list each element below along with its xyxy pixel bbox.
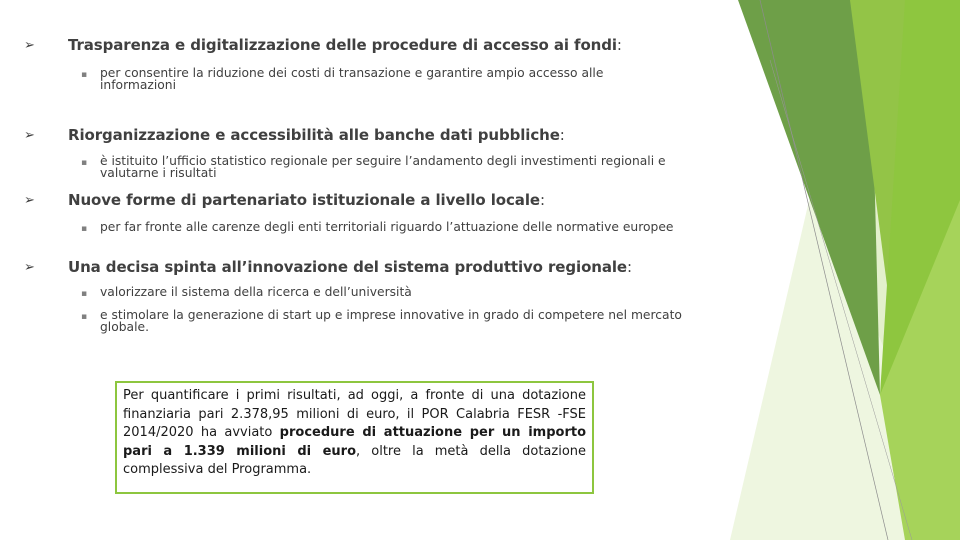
sub-item-data-access: è istituito l’ufficio statistico regionale per seguire l’andamento degli investimenti regionali e valutarne i risultati <box>100 154 666 180</box>
sub-item-partnership: per far fronte alle carenze degli enti territoriali riguardo l’attuazione delle normative europee <box>100 220 674 234</box>
heading-innovation: Una decisa spinta all’innovazione del sistema produttivo regionale: <box>68 258 632 276</box>
sub-item-research: valorizzare il sistema della ricerca e dell’università <box>100 285 412 299</box>
square-bullet-icon: ▪ <box>81 224 88 234</box>
sub-item-transparency: per consentire la riduzione dei costi di transazione e garantire ampio accesso alle informazioni <box>100 66 604 92</box>
heading-transparency: Trasparenza e digitalizzazione delle procedure di accesso ai fondi: <box>68 36 622 54</box>
arrow-bullet-icon: ➢ <box>24 193 35 208</box>
summary-text-2: , oltre la metà della dotazione complessiva del Programma. <box>123 443 587 477</box>
square-bullet-icon: ▪ <box>81 289 88 299</box>
heading-partnership: Nuove forme di partenariato istituzionale a livello locale: <box>68 191 545 209</box>
sub-item-startups: e stimolare la generazione di start up e imprese innovative in grado di competere nel mercato globale. <box>100 308 682 334</box>
summary-box <box>115 381 594 494</box>
square-bullet-icon: ▪ <box>81 70 88 80</box>
heading-data-access: Riorganizzazione e accessibilità alle banche dati pubbliche: <box>68 126 565 144</box>
square-bullet-icon: ▪ <box>81 158 88 168</box>
arrow-bullet-icon: ➢ <box>24 128 35 143</box>
summary-text-1: Per quantificare i primi risultati, ad oggi, a fronte di una dotazione finanziaria pari 2.378,95 milioni di euro, il POR Calabria FESR -FSE 2014/2020 ha avviato <box>123 388 586 440</box>
arrow-bullet-icon: ➢ <box>24 260 35 275</box>
square-bullet-icon: ▪ <box>81 312 88 322</box>
summary-text-highlight: procedure di attuazione per un importo pari a 1.339 milioni di euro <box>123 425 586 459</box>
arrow-bullet-icon: ➢ <box>24 38 35 53</box>
